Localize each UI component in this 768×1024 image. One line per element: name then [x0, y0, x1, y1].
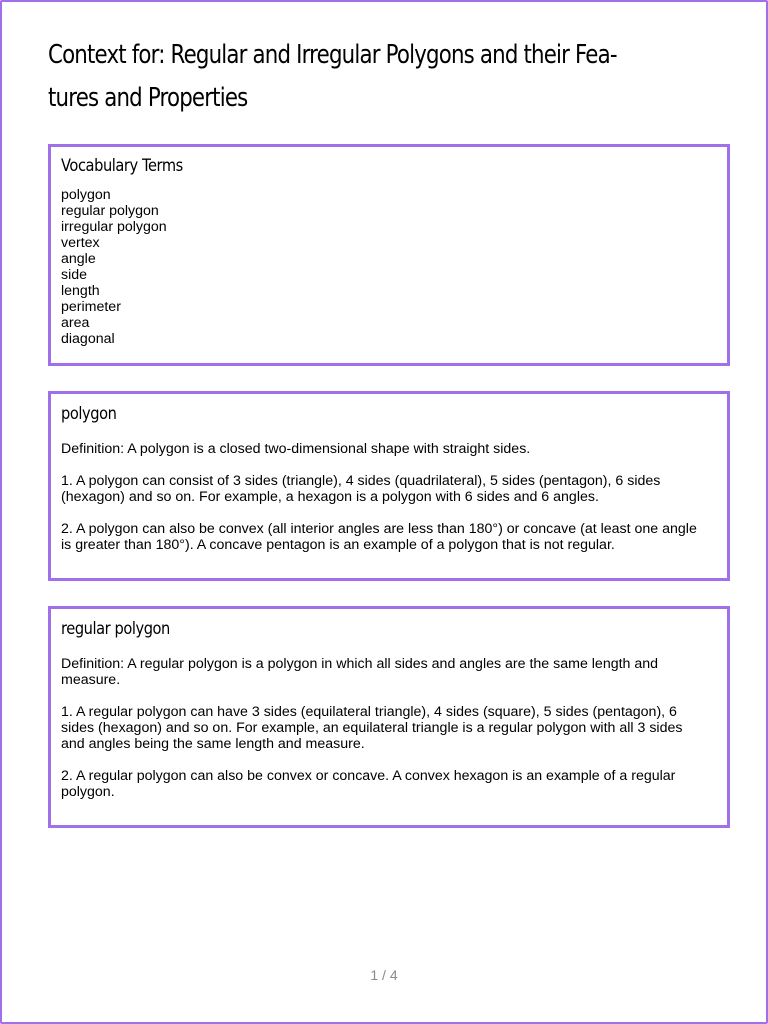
regular-polygon-body: [61, 656, 706, 800]
regular-polygon-card: [48, 606, 730, 828]
vocab-term: diagonal: [61, 331, 115, 347]
regular-polygon-point-1: 1. A regular polygon can have 3 sides (equilateral triangle), 4 sides (square), 5 sides (pentagon), 6 sides (hexagon) and so on. For example, an equilateral triangle is a regular polygon with all 3 sides and angles being the same length and measure.: [61, 704, 683, 752]
regular-polygon-definition: Definition: A regular polygon is a polygon in which all sides and angles are the same length and measure.: [61, 656, 659, 688]
polygon-definition: Definition: A polygon is a closed two-dimensional shape with straight sides.: [61, 441, 531, 457]
polygon-card: [48, 391, 730, 581]
vocabulary-list: [61, 187, 727, 347]
polygon-point-2: 2. A polygon can also be convex (all interior angles are less than 180°) or concave (at least one angle is greater than 180°). A concave pentagon is an example of a polygon that is not regular.: [61, 521, 697, 553]
polygon-point-1: 1. A polygon can consist of 3 sides (triangle), 4 sides (quadrilateral), 5 sides (pentagon), 6 sides (hexagon) and so on. For example, a hexagon is a polygon with 6 sides and 6 angles.: [61, 473, 661, 505]
page-number: 1 / 4: [370, 967, 398, 983]
vocab-term: perimeter: [61, 299, 121, 315]
page-title-line-1: Context for: Regular and Irregular Polygons and their Fea-: [48, 40, 617, 70]
vocab-term: vertex: [61, 235, 100, 251]
vocabulary-heading: Vocabulary Terms: [61, 156, 183, 176]
vocab-term: angle: [61, 251, 96, 267]
vocabulary-card: [48, 144, 730, 366]
regular-polygon-point-2: 2. A regular polygon can also be convex or concave. A convex hexagon is an example of a regular polygon.: [61, 768, 676, 800]
polygon-body: [61, 441, 706, 553]
polygon-heading: polygon: [61, 404, 117, 424]
page-title-line-2: tures and Properties: [48, 83, 248, 113]
vocab-term: polygon: [61, 187, 111, 203]
vocab-term: length: [61, 283, 100, 299]
vocab-term: area: [61, 315, 90, 331]
vocab-term: irregular polygon: [61, 219, 167, 235]
regular-polygon-heading: regular polygon: [61, 619, 170, 639]
page-title: [48, 34, 720, 120]
vocab-term: side: [61, 267, 88, 283]
vocab-term: regular polygon: [61, 203, 159, 219]
